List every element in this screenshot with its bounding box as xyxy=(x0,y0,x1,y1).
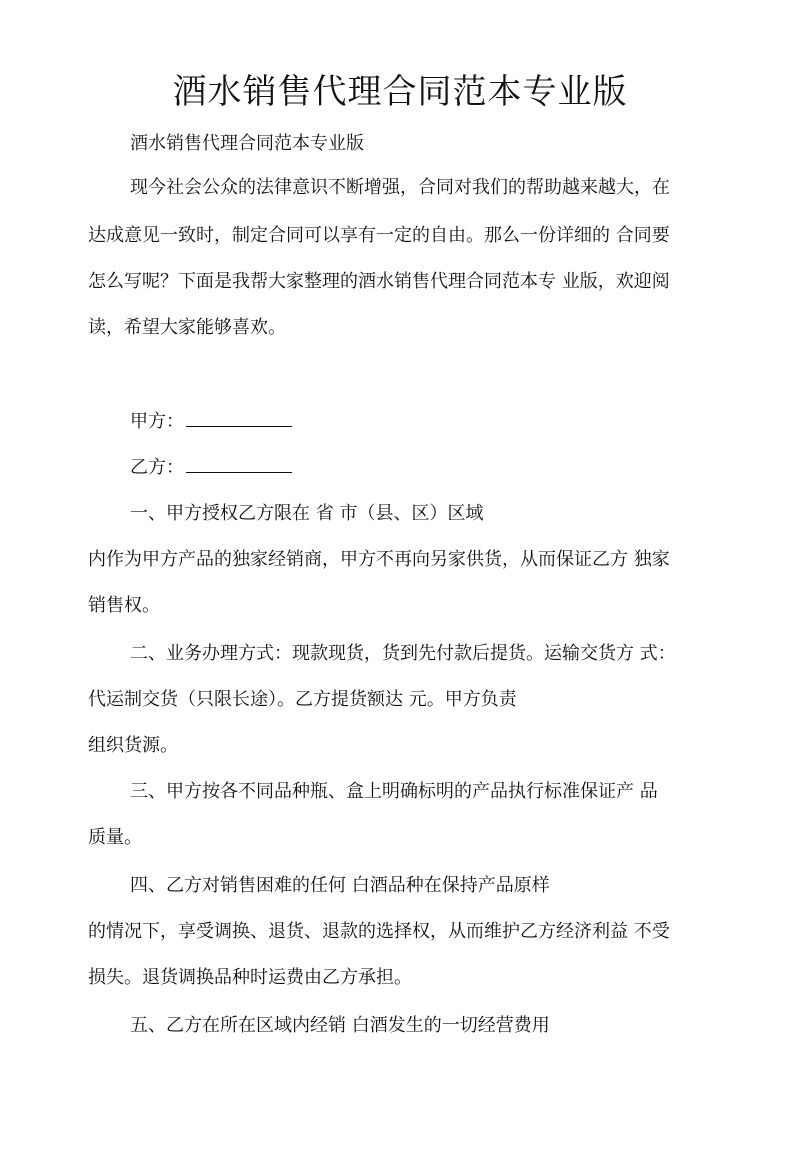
clause-1-line-1: 一、甲方授权乙方限在 省 市（县、区）区域 xyxy=(130,503,484,524)
document-subtitle: 酒水销售代理合同范本专业版 xyxy=(130,133,364,154)
clause-3-line-2: 质量。 xyxy=(88,827,142,848)
intro-line-1: 现今社会公众的法律意识不断增强，合同对我们的帮助越来越大，在 xyxy=(130,177,670,198)
clause-3-line-1: 三、甲方按各不同品种瓶、盒上明确标明的产品执行标准保证产 品 xyxy=(130,781,658,802)
clause-4-line-2: 的情况下，享受调换、退货、退款的选择权，从而维护乙方经济利益 不受 xyxy=(88,921,670,942)
clause-4-line-3: 损失。退货调换品种时运费由乙方承担。 xyxy=(88,967,412,988)
clause-1-line-3: 销售权。 xyxy=(88,595,160,616)
clause-4-line-1: 四、乙方对销售困难的任何 白酒品种在保持产品原样 xyxy=(130,875,550,896)
intro-line-4: 读，希望大家能够喜欢。 xyxy=(88,317,286,338)
intro-line-3: 怎么写呢？下面是我帮大家整理的酒水销售代理合同范本专 业版，欢迎阅 xyxy=(88,271,670,292)
party-b-blank xyxy=(186,454,292,473)
clause-1-line-2: 内作为甲方产品的独家经销商，甲方不再向另家供货，从而保证乙方 独家 xyxy=(88,549,670,570)
clause-5-line-1: 五、乙方在所在区域内经销 白酒发生的一切经营费用 xyxy=(130,1015,550,1036)
document-title: 酒水销售代理合同范本专业版 xyxy=(172,72,628,112)
clause-2-line-3: 组织货源。 xyxy=(88,735,178,756)
party-b-label: 乙方： xyxy=(130,457,184,478)
party-a-blank xyxy=(186,408,292,427)
party-a-label: 甲方： xyxy=(130,411,184,432)
party-b-line xyxy=(130,454,770,482)
clause-2-line-1: 二、业务办理方式：现款现货，货到先付款后提货。运输交货方 式： xyxy=(130,643,676,664)
clause-2-line-2: 代运制交货（只限长途）。乙方提货额达 元。甲方负责 xyxy=(88,689,517,710)
party-a-line xyxy=(130,408,770,436)
intro-line-2: 达成意见一致时，制定合同可以享有一定的自由。那么一份详细的 合同要 xyxy=(88,225,670,246)
